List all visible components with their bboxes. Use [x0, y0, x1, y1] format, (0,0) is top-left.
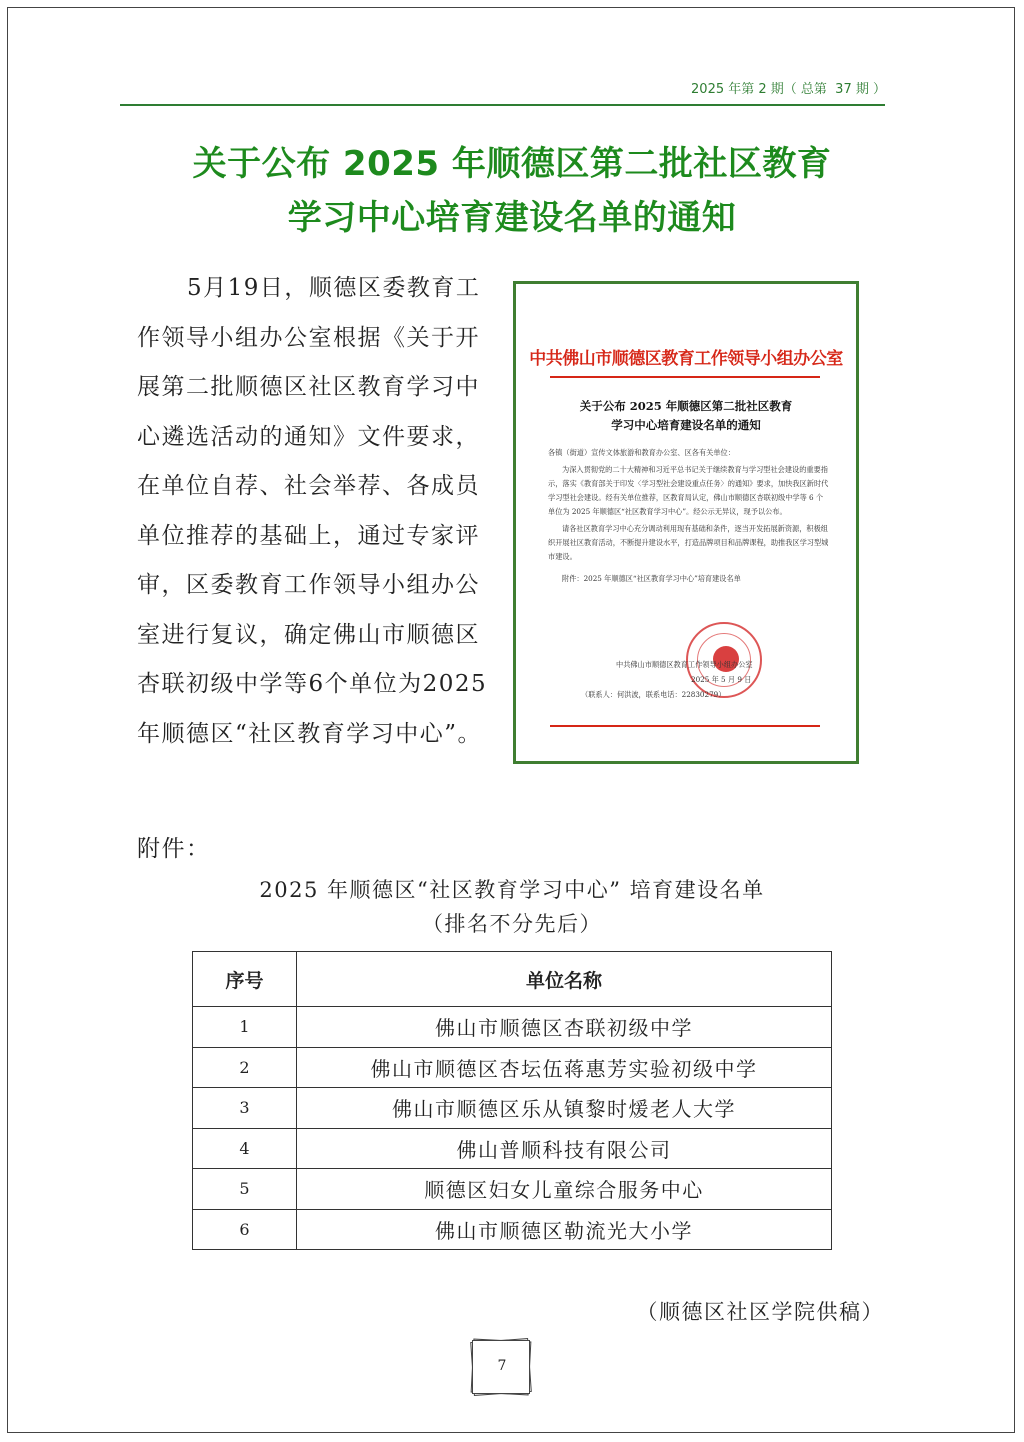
article-title-line2: 学习中心培育建设名单的通知 — [287, 198, 737, 238]
notice-body — [548, 446, 830, 589]
table-row — [193, 1128, 832, 1169]
page-number: 7 — [497, 1358, 507, 1374]
table-row — [193, 1047, 832, 1088]
unit-name: 佛山普顺科技有限公司 — [297, 1128, 832, 1169]
unit-name: 顺德区妇女儿童综合服务中心 — [297, 1169, 832, 1210]
table-row — [193, 1007, 832, 1048]
unit-name: 佛山市顺德区勒流光大小学 — [297, 1209, 832, 1250]
attachment-label: 附件： — [137, 836, 211, 862]
list-subtitle: （排名不分先后） — [422, 912, 602, 936]
table-row — [193, 1088, 832, 1129]
notice-title-line2: 学习中心培育建设名单的通知 — [611, 418, 761, 432]
source-credit: （顺德区社区学院供稿） — [636, 1300, 884, 1324]
notice-signature: 中共佛山市顺德区教育工作领导小组办公室 — [616, 660, 753, 669]
notice-title-line1: 关于公布 2025 年顺德区第二批社区教育 — [579, 399, 793, 413]
notice-date: 2025 年 5 月 9 日 — [691, 675, 752, 684]
article-body: 5月19日，顺德区委教育工作领导小组办公室根据《关于开展第二批顺德区社区教育学习中心遴选活动的通知》文件要求，在单位自荐、社会举荐、各成员单位推荐的基础上，通过专家评审，区委教育工作领导小组办公室进行复议，确定佛山市顺德区杏联初级中学等6个单位为2025年顺德区“社区教育学习中心”。 — [137, 275, 488, 747]
header-divider — [120, 104, 885, 106]
unit-name: 佛山市顺德区杏坛伍蒋惠芳实验初级中学 — [297, 1047, 832, 1088]
issue-number: 2025 年第 2 期（ 总第 37 期 ） — [691, 82, 886, 97]
page-number-badge — [472, 1340, 532, 1398]
notice-attachment: 附件：2025 年顺德区“社区教育学习中心”培育建设名单 — [562, 574, 741, 583]
unit-name: 佛山市顺德区杏联初级中学 — [297, 1007, 832, 1048]
table-row — [193, 1169, 832, 1210]
units-table — [192, 951, 832, 1250]
list-title: 2025 年顺德区“社区教育学习中心” 培育建设名单 — [259, 878, 765, 902]
row-number: 3 — [193, 1088, 297, 1129]
column-header-number: 序号 — [193, 952, 297, 1007]
notice-red-rule-top — [550, 376, 820, 378]
notice-salutation: 各镇（街道）宣传文体旅游和教育办公室、区各有关单位： — [548, 448, 735, 457]
notice-paragraph: 请各社区教育学习中心充分调动利用现有基础和条件，逐当开发拓展新资源，积极组织开展社区教育活动，不断提升建设水平，打造品牌项目和品牌课程，助推我区学习型城市建设。 — [548, 524, 829, 561]
row-number: 5 — [193, 1169, 297, 1210]
table-header-row — [193, 952, 832, 1007]
unit-name: 佛山市顺德区乐从镇黎时煖老人大学 — [297, 1088, 832, 1129]
row-number: 1 — [193, 1007, 297, 1048]
column-header-unit-name: 单位名称 — [297, 952, 832, 1007]
row-number: 6 — [193, 1209, 297, 1250]
notice-red-rule-bottom — [550, 725, 820, 727]
table-row — [193, 1209, 832, 1250]
row-number: 4 — [193, 1128, 297, 1169]
notice-document-image — [513, 281, 859, 764]
notice-contact: （联系人：何洪波，联系电话：22830279） — [581, 690, 726, 699]
notice-paragraph: 为深入贯彻党的二十大精神和习近平总书记关于继续教育与学习型社会建设的重要指示，落实《教育部关于印发〈学习型社会建设重点任务〉的通知》要求，加快我区新时代学习型社会建设。经有关单位推荐，区教育局认定，佛山市顺德区杏联初级中学等 6 个单位为 2025 年顺德区“社区教育学习中心”。经公示无异议，现予以公布。 — [548, 465, 829, 516]
row-number: 2 — [193, 1047, 297, 1088]
article-title-line1: 关于公布 2025 年顺德区第二批社区教育 — [192, 144, 832, 184]
notice-issuer-header: 中共佛山市顺德区教育工作领导小组办公室 — [529, 349, 843, 369]
